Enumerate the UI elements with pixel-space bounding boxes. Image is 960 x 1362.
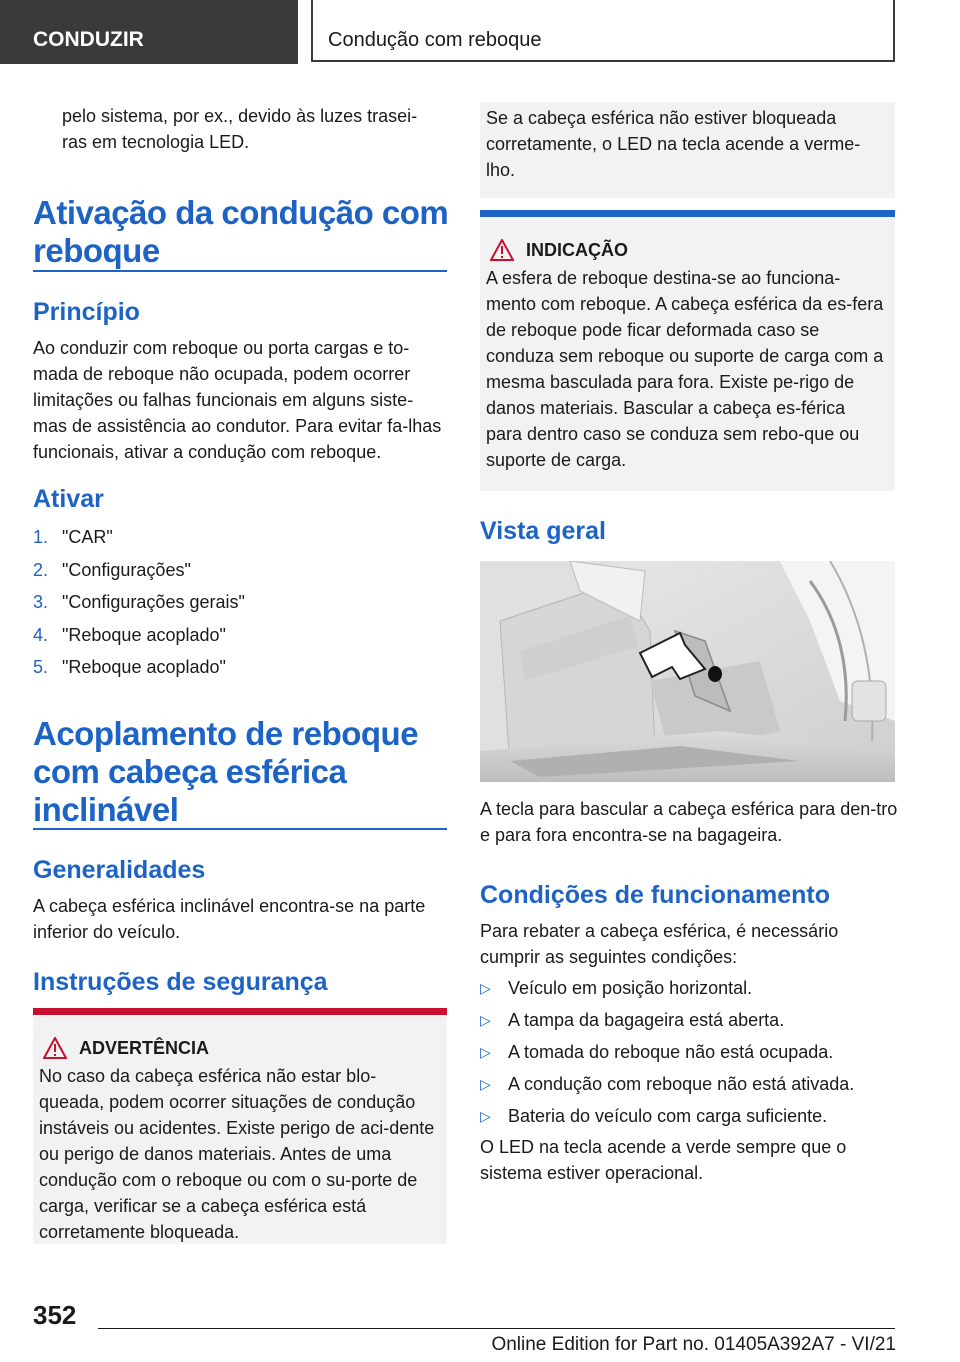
heading-rule xyxy=(33,828,447,830)
warning-text: No caso da cabeça esférica não estar blo-queada, podem ocorrer situações de condução instáveis ou acidentes. Existe perigo de aci-dente ou perigo de danos materiais. Antes de uma condução com o reboque ou com o su-porte de carga, verificar se a cabeça esférica está corretamente bloqueada. xyxy=(39,1066,435,1242)
condition-text: Bateria do veículo com carga suficiente. xyxy=(508,1106,828,1126)
triangle-bullet-icon: ▷ xyxy=(480,1044,491,1060)
list-item xyxy=(480,972,895,1004)
page-number: 352 xyxy=(33,1300,77,1330)
heading-principle: Princípio xyxy=(33,298,140,326)
section-tab xyxy=(0,0,298,64)
general-text: A cabeça esférica inclinável encontra-se na parte inferior do veículo. xyxy=(33,896,426,942)
step-text: "CAR" xyxy=(62,527,113,547)
section-label: CONDUZIR xyxy=(33,28,144,51)
triangle-bullet-icon: ▷ xyxy=(480,980,491,996)
note-box xyxy=(480,210,895,491)
heading-general: Generalidades xyxy=(33,856,206,884)
step-number: 2. xyxy=(33,559,49,580)
warning-header xyxy=(39,1035,437,1061)
heading-activation: Ativação da condução com reboque xyxy=(33,194,449,269)
list-item xyxy=(480,1100,895,1132)
steps-list xyxy=(33,521,447,684)
step-number: 5. xyxy=(33,657,49,677)
footer-rule xyxy=(98,1328,895,1329)
heading-safety: Instruções de segurança xyxy=(33,968,328,996)
note-text: A esfera de reboque destina-se ao funciona-mento com reboque. A cabeça esférica da es-fera de reboque pode ficar deformada caso se conduza sem reboque ou suporte de carga com a mesma basculada para fora. Existe pe-rigo de danos materiais. Bascular a cabeça es-férica para dentro caso se conduza sem rebo-que ou suporte de carga. xyxy=(486,268,884,470)
list-item xyxy=(480,1036,895,1068)
warning-triangle-icon xyxy=(43,1037,67,1059)
list-item xyxy=(33,554,447,587)
conditions-intro: Para rebater a cabeça esférica, é necessário cumprir as seguintes condições: xyxy=(480,921,839,967)
list-item xyxy=(33,619,447,652)
step-text: "Configurações" xyxy=(62,559,191,580)
info-box xyxy=(480,102,895,198)
heading-rule xyxy=(33,270,447,272)
info-text: Se a cabeça esférica não estiver bloqueada corretamente, o LED na tecla acende a verme-lho. xyxy=(486,108,861,180)
step-text: "Reboque acoplado" xyxy=(62,624,226,645)
condition-text: A tomada do reboque não está ocupada. xyxy=(508,1042,834,1062)
list-item xyxy=(33,586,447,619)
principle-text: Ao conduzir com reboque ou porta cargas e to-mada de reboque não ocupada, podem ocorrer limitações ou falhas funcionais em alguns siste-mas de assistência ao condutor. Para evitar fa-lhas funcionais, ativar a condução com reboque. xyxy=(33,338,442,462)
heading-conditions: Condições de funcionamento xyxy=(480,881,831,909)
overview-text: A tecla para bascular a cabeça esférica para den-tro e para fora encontra-se na bagageira. xyxy=(480,799,898,845)
heading-activate: Ativar xyxy=(33,485,104,513)
list-item xyxy=(480,1004,895,1036)
condition-text: A tampa da bagageira está aberta. xyxy=(508,1010,785,1030)
conditions-outro: O LED na tecla acende a verde sempre que o sistema estiver operacional. xyxy=(480,1137,847,1183)
step-number: 3. xyxy=(33,592,49,612)
heading-coupling: Acoplamento de reboque com cabeça esférica inclinável xyxy=(33,715,419,828)
warning-title: ADVERTÊNCIA xyxy=(79,1038,210,1058)
step-text: "Reboque acoplado" xyxy=(62,657,226,677)
triangle-bullet-icon: ▷ xyxy=(480,1108,491,1124)
page-header-title xyxy=(311,0,895,62)
condition-text: A condução com reboque não está ativada. xyxy=(508,1074,855,1094)
intro-text: pelo sistema, por ex., devido às luzes trasei- ras em tecnologia LED. xyxy=(62,106,418,152)
chapter-title: Condução com reboque xyxy=(328,29,542,51)
step-number: 1. xyxy=(33,527,49,547)
note-title: INDICAÇÃO xyxy=(526,240,628,260)
edition-text: Online Edition for Part no. 01405A392A7 - VI/21 xyxy=(491,1334,896,1355)
condition-text: Veículo em posição horizontal. xyxy=(508,978,753,998)
triangle-bullet-icon: ▷ xyxy=(480,1076,491,1092)
warning-box xyxy=(33,1008,447,1244)
step-text: "Configurações gerais" xyxy=(62,592,245,612)
note-header xyxy=(486,237,885,263)
list-item xyxy=(480,1068,895,1100)
trunk-illustration xyxy=(480,561,895,782)
step-number: 4. xyxy=(33,624,49,645)
list-item xyxy=(33,521,447,554)
heading-overview: Vista geral xyxy=(480,517,607,545)
list-item xyxy=(33,651,447,684)
triangle-bullet-icon: ▷ xyxy=(480,1012,491,1028)
warning-triangle-icon xyxy=(490,239,514,261)
conditions-list xyxy=(480,972,895,1132)
